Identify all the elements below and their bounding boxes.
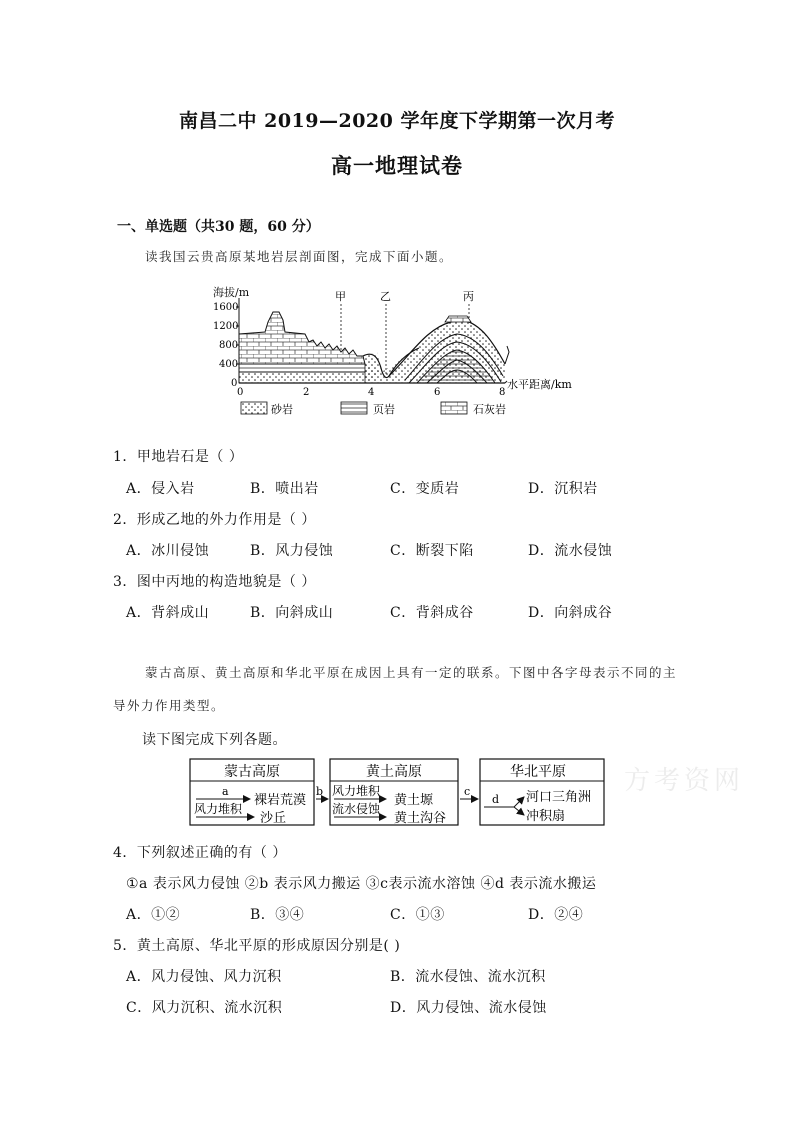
rock-cross-section-figure bbox=[205, 282, 595, 422]
box1-item2: 沙丘 bbox=[260, 811, 287, 826]
q4-option-c[interactable]: C．①③ bbox=[390, 907, 445, 923]
q4-option-b[interactable]: B．③④ bbox=[250, 907, 305, 923]
q5-option-c[interactable]: C．风力沉积、流水沉积 bbox=[126, 1000, 283, 1016]
q2-option-a[interactable]: A．冰川侵蚀 bbox=[126, 543, 210, 559]
question-1-stem: 1．甲地岩石是（ ） bbox=[113, 449, 244, 465]
exam-title: 南昌二中 2019—2020 学年度下学期第一次月考 bbox=[179, 110, 615, 132]
y-tick-label: 0 bbox=[231, 378, 238, 389]
arrow-c-label: c bbox=[464, 785, 471, 798]
question-4-statements: ①a 表示风力侵蚀 ②b 表示风力搬运 ③c表示流水溶蚀 ④d 表示流水搬运 bbox=[126, 876, 597, 892]
q2-option-b[interactable]: B．风力侵蚀 bbox=[250, 543, 334, 559]
x-tick-label: 6 bbox=[434, 387, 441, 398]
y-axis-label: 海拔/m bbox=[213, 286, 250, 299]
q1-option-a[interactable]: A．侵入岩 bbox=[126, 481, 195, 497]
q2-option-c[interactable]: C．断裂下陷 bbox=[390, 543, 474, 559]
landform-flow-diagram bbox=[188, 757, 608, 829]
section-heading: 一、单选题（共30 题，60 分） bbox=[117, 219, 320, 235]
group2-intro-line1: 蒙古高原、黄土高原和华北平原在成因上具有一定的联系。下图中各字母表示不同的主 bbox=[145, 665, 678, 680]
y-tick-label: 1600 bbox=[213, 302, 239, 313]
box1-title: 蒙古高原 bbox=[224, 764, 280, 780]
q5-option-b[interactable]: B．流水侵蚀、流水沉积 bbox=[390, 969, 546, 985]
y-tick-label: 800 bbox=[219, 340, 239, 351]
box3-arrow-d: d bbox=[492, 793, 500, 806]
box2-label2: 流水侵蚀 bbox=[332, 802, 381, 816]
box3-title: 华北平原 bbox=[510, 764, 566, 780]
y-tick-label: 1200 bbox=[213, 321, 239, 332]
q5-option-a[interactable]: A．风力侵蚀、风力沉积 bbox=[126, 969, 282, 985]
box3-item1: 河口三角洲 bbox=[526, 790, 592, 805]
q1-option-b[interactable]: B．喷出岩 bbox=[250, 481, 319, 497]
x-tick-label: 4 bbox=[368, 387, 375, 398]
box1-item1: 裸岩荒漠 bbox=[254, 793, 307, 808]
box1-label2: 风力堆积 bbox=[194, 802, 243, 816]
x-tick-label: 0 bbox=[237, 387, 244, 398]
exam-subtitle: 高一地理试卷 bbox=[331, 153, 463, 178]
box2-item1: 黄土塬 bbox=[394, 793, 434, 808]
x-tick-label: 8 bbox=[499, 387, 506, 398]
group2-intro-line2: 导外力作用类型。 bbox=[113, 698, 226, 713]
x-axis-label: 水平距离/km bbox=[507, 378, 572, 391]
group1-intro: 读我国云贵高原某地岩层剖面图，完成下面小题。 bbox=[145, 249, 454, 264]
place-label-yi: 乙 bbox=[380, 290, 391, 303]
box2-item2: 黄土沟谷 bbox=[394, 811, 447, 826]
q1-option-d[interactable]: D．沉积岩 bbox=[528, 481, 598, 497]
q3-option-a[interactable]: A．背斜成山 bbox=[126, 605, 210, 621]
question-3-stem: 3．图中丙地的构造地貌是（ ） bbox=[113, 574, 316, 590]
question-5-stem: 5．黄土高原、华北平原的形成原因分别是( ) bbox=[113, 938, 401, 954]
q3-option-b[interactable]: B．向斜成山 bbox=[250, 605, 334, 621]
question-4-stem: 4．下列叙述正确的有（ ） bbox=[113, 845, 287, 861]
question-2-stem: 2．形成乙地的外力作用是（ ） bbox=[113, 512, 316, 528]
q3-option-d[interactable]: D．向斜成谷 bbox=[528, 605, 613, 621]
q4-option-d[interactable]: D．②④ bbox=[528, 907, 584, 923]
group2-prompt: 读下图完成下列各题。 bbox=[142, 732, 287, 748]
x-tick-label: 2 bbox=[303, 387, 310, 398]
box3-item2: 冲积扇 bbox=[526, 809, 566, 824]
y-tick-label: 400 bbox=[219, 359, 239, 370]
box2-label1: 风力堆积 bbox=[332, 784, 381, 798]
box1-arrow-a: a bbox=[222, 785, 229, 798]
box2-title: 黄土高原 bbox=[366, 764, 422, 780]
q2-option-d[interactable]: D．流水侵蚀 bbox=[528, 543, 613, 559]
q5-option-d[interactable]: D．风力侵蚀、流水侵蚀 bbox=[390, 1000, 547, 1016]
place-label-jia: 甲 bbox=[335, 290, 346, 303]
arrow-b-label: b bbox=[316, 785, 324, 798]
place-label-bing: 丙 bbox=[463, 290, 474, 303]
legend-shale: 页岩 bbox=[373, 403, 395, 416]
q4-option-a[interactable]: A．①② bbox=[126, 907, 181, 923]
legend-limestone: 石灰岩 bbox=[473, 403, 506, 416]
watermark: 方考资网 bbox=[624, 766, 745, 796]
legend-sandstone: 砂岩 bbox=[271, 403, 293, 416]
q3-option-c[interactable]: C．背斜成谷 bbox=[390, 605, 474, 621]
q1-option-c[interactable]: C．变质岩 bbox=[390, 481, 460, 497]
